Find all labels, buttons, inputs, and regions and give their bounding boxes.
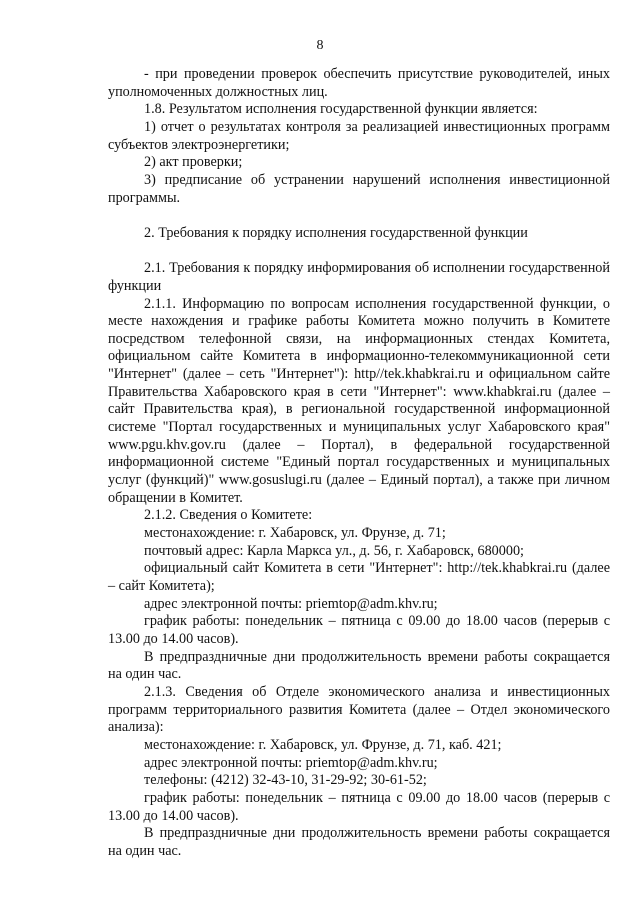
document-body bbox=[108, 66, 610, 861]
paragraph-committee-email: адрес электронной почты: priemtop@adm.khv.ru; bbox=[144, 595, 438, 612]
paragraph-result-act: 2) акт проверки; bbox=[144, 154, 243, 171]
paragraph-1-8-result: 1.8. Результатом исполнения государственной функции является: bbox=[144, 101, 538, 118]
paragraph-committee-preholiday: В предпраздничные дни продолжительность времени работы сокращается на один час. bbox=[108, 648, 610, 683]
page-number: 8 bbox=[316, 38, 324, 53]
paragraph-2-1-2-committee-info: 2.1.2. Сведения о Комитете: bbox=[144, 507, 313, 524]
paragraph-department-schedule: график работы: понедельник – пятница с 09.00 до 18.00 часов (перерыв с 13.00 до 14.00 часов). bbox=[108, 789, 610, 824]
paragraph-ensure-presence: - при проведении проверок обеспечить присутствие руководителей, иных уполномоченных должностных лиц. bbox=[108, 66, 610, 100]
paragraph-department-phones: телефоны: (4212) 32-43-10, 31-29-92; 30-61-52; bbox=[144, 772, 427, 789]
paragraph-department-location: местонахождение: г. Хабаровск, ул. Фрунзе, д. 71, каб. 421; bbox=[144, 736, 502, 753]
paragraph-2-1-informing: 2.1. Требования к порядку информирования об исполнении государственной функции bbox=[108, 260, 610, 294]
paragraph-2-1-3-department-info: 2.1.3. Сведения об Отделе экономического анализа и инвестиционных программ территориального развития Комитета (далее – Отдел экономического анализа): bbox=[108, 683, 610, 736]
paragraph-result-report: 1) отчет о результатах контроля за реализацией инвестиционных программ субъектов электроэнергетики; bbox=[108, 118, 610, 153]
paragraph-department-email: адрес электронной почты: priemtop@adm.khv.ru; bbox=[144, 754, 438, 771]
paragraph-department-preholiday: В предпраздничные дни продолжительность времени работы сокращается на один час. bbox=[108, 825, 610, 859]
paragraph-committee-schedule: график работы: понедельник – пятница с 09.00 до 18.00 часов (перерыв с 13.00 до 14.00 часов). bbox=[108, 613, 610, 647]
section-heading-2: 2. Требования к порядку исполнения государственной функции bbox=[144, 224, 528, 241]
paragraph-result-order: 3) предписание об устранении нарушений исполнения инвестиционной программы. bbox=[108, 171, 610, 206]
paragraph-2-1-1-information: 2.1.1. Информацию по вопросам исполнения государственной функции, о месте нахождения и графике работы Комитета можно получить в Комитете посредством телефонной связи, на информационных стендах Комитета, официальном сайте Комитета в информационно-телекоммуникационной сети "Интернет" (далее – сеть "Интернет"): http//tek.khabkrai.ru и официальном сайте Правительства Хабаровского края в сети "Интернет": www.khabkrai.ru (далее – сайт Правительства края), в региональной государственной информационной системе "Портал государственных и муниципальных услуг Хабаровского края" www.pgu.khv.gov.ru (далее – Портал), в федеральной государственной информационной системе "Единый портал государственных и муниципальных услуг (функций)" www.gosuslugi.ru (далее – Единый портал), а также при личном обращении в Комитет. bbox=[108, 295, 610, 506]
paragraph-committee-website: официальный сайт Комитета в сети "Интернет": http://tek.khabkrai.ru (далее – сайт Комитета); bbox=[108, 560, 610, 594]
paragraph-committee-location: местонахождение: г. Хабаровск, ул. Фрунзе, д. 71; bbox=[144, 525, 446, 542]
paragraph-committee-postal-address: почтовый адрес: Карла Маркса ул., д. 56, г. Хабаровск, 680000; bbox=[144, 542, 524, 559]
heading-spacer bbox=[108, 243, 610, 261]
